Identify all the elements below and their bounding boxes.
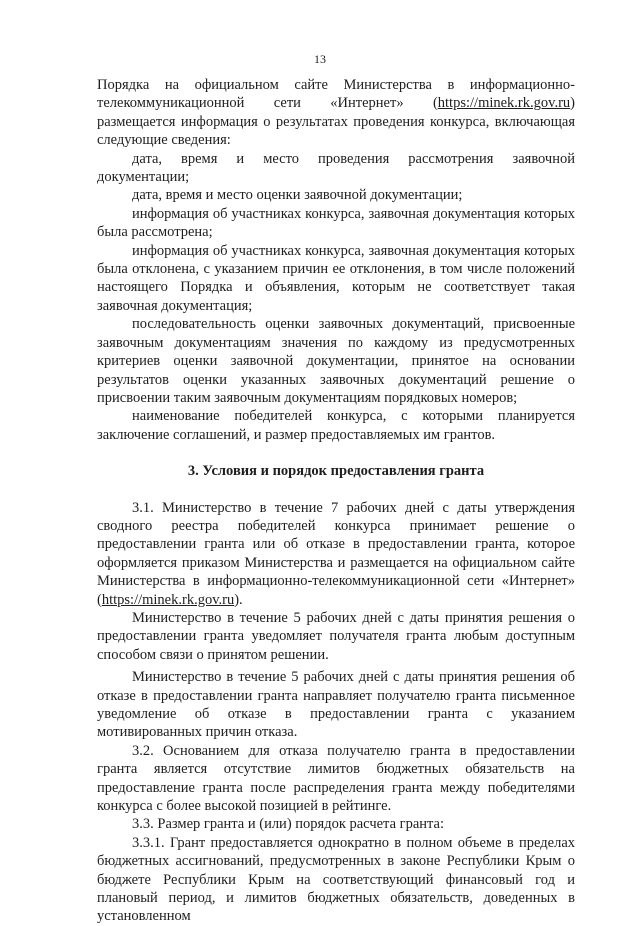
paragraph-notify-grant: Министерство в течение 5 рабочих дней с даты принятия решения о предоставлении гранта уведомляет получателя гранта любым доступным способом связи о принятом решении. (97, 609, 575, 663)
paragraph-3-1 (97, 499, 575, 609)
intro-tail: ) размещается информация о результатах проведения конкурса, включающая следующие сведения: (97, 95, 575, 149)
list-item: дата, время и место оценки заявочной документации; (132, 187, 463, 204)
paragraph-3-1-tail: ). (234, 591, 243, 608)
paragraph-3-1-text: 3.1. Министерство в течение 7 рабочих дней с даты утверждения сводного реестра победителей конкурса принимает решение о предоставлении гранта или об отказе в предоставлении гранта, которое оформляется приказом Министерства и размещается на официальном сайте Министерства в информационно-телекоммуникационной сети «Интернет» ( (97, 499, 575, 608)
page-number: 13 (314, 52, 326, 66)
list-item: информация об участниках конкурса, заявочная документация которых была рассмотрена; (97, 205, 575, 241)
website-link[interactable]: https://minek.rk.gov.ru (101, 591, 235, 608)
list-item: наименование победителей конкурса, с которыми планируется заключение соглашений, и размер предоставляемых им грантов. (97, 408, 575, 443)
paragraph-notify-refusal: Министерство в течение 5 рабочих дней с даты принятия решения об отказе в предоставлении гранта направляет получателю гранта письменное уведомление об отказе в предоставлении гранта с указанием мотивированных причин отказа. (97, 669, 575, 741)
list-item: последовательность оценки заявочных документаций, присвоенные заявочным документациям значения по каждому из предусмотренных критериев оценки заявочной документации, принятое на основании результатов оценки указанных заявочных документаций решение о присвоении таким заявочным документациям порядковых номеров; (97, 316, 575, 406)
paragraph-3-3: 3.3. Размер гранта и (или) порядок расчета гранта: (132, 816, 445, 833)
section-heading: 3. Условия и порядок предоставления гранта (187, 463, 485, 480)
list-item: информация об участниках конкурса, заявочная документация которых была отклонена, с указанием причин ее отклонения, в том числе положений настоящего Порядка и объявления, которым не соответствует такая заявочная документация; (97, 242, 575, 314)
paragraph-3-3-1: 3.3.1. Грант предоставляется однократно в полном объеме в пределах бюджетных ассигнований, предусмотренных в законе Республики Крым о бюджете Республики Крым на соответствующий финансовый год и плановый период, и лимитов бюджетных обязательств, доведенных в установленном (97, 834, 575, 925)
paragraph-3-2: 3.2. Основанием для отказа получателю гранта в предоставлении гранта является отсутствие лимитов бюджетных обязательств на предоставление гранта после распределения гранта между победителями конкурса с более высокой позицией в рейтинге. (97, 742, 575, 815)
paragraph-intro (97, 76, 575, 150)
list-item: дата, время и место проведения рассмотрения заявочной документации; (97, 150, 575, 186)
document-body (97, 76, 575, 926)
website-link[interactable]: https://minek.rk.gov.ru (437, 95, 571, 112)
intro-text: Порядка на официальном сайте Министерства в информационно-телекоммуникационной сети «Интернет» ( (97, 77, 575, 112)
